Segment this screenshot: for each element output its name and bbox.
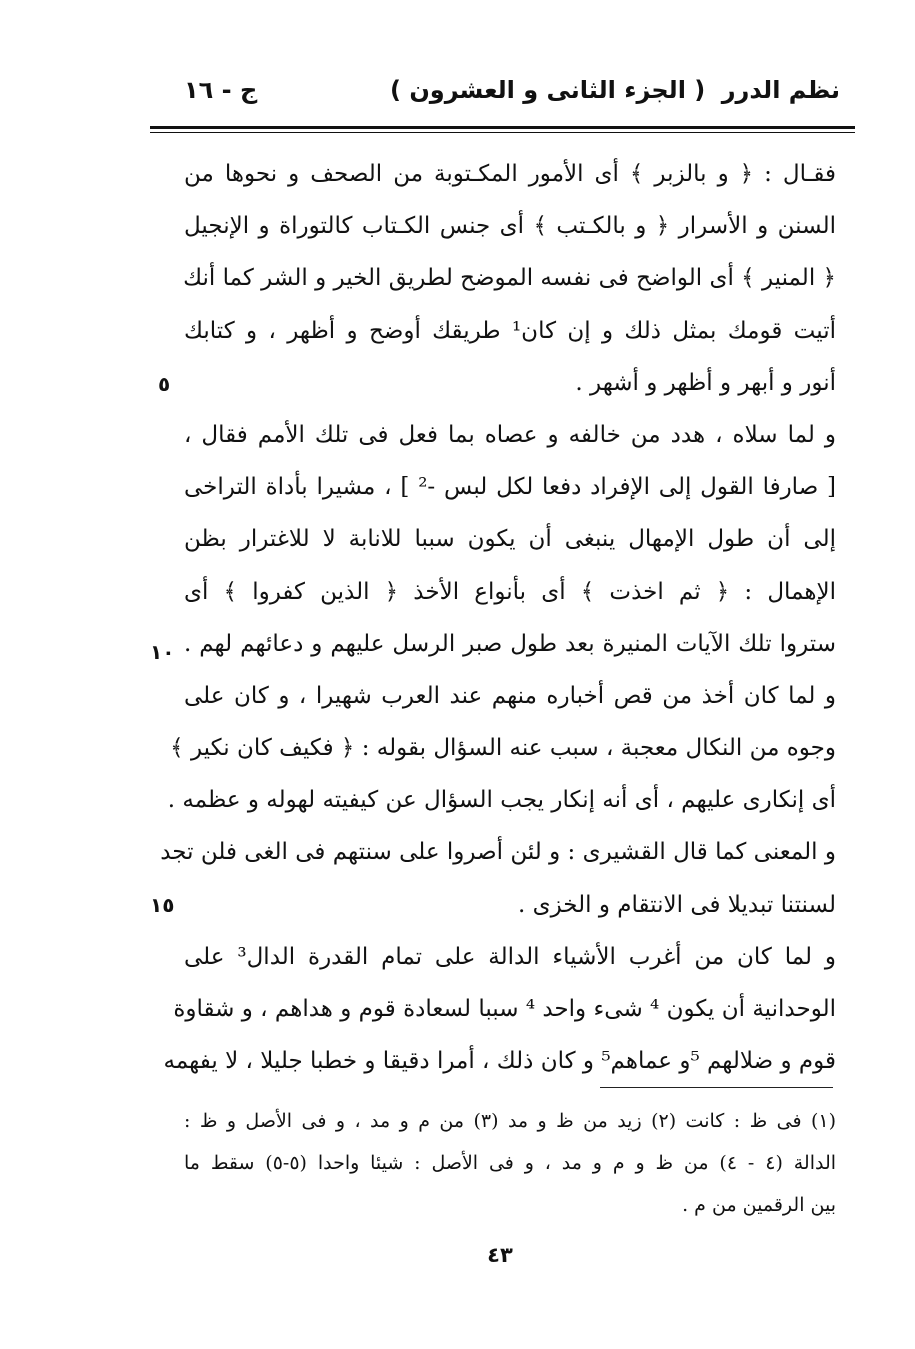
text-line: إلى أن طول الإمهال ينبغى أن يكون سببا للانابة لا للاغترار بظن xyxy=(184,526,836,553)
text-line: وجوه من النكال معجبة ، سبب عنه السؤال بقوله : ﴿ فكيف كان نكير ﴾ xyxy=(170,735,836,762)
text-line: أى إنكارى عليهم ، أى أنه إنكار يجب السؤال عن كيفيته لهوله و عظمه . xyxy=(167,787,836,814)
text-line: الوحدانية أن يكون ⁴ شىء واحد ⁴ سببا لسعادة قوم و هداهم ، و شقاوة xyxy=(173,996,836,1022)
juz-number: ج - ١٦ xyxy=(184,76,258,104)
footnote-line: بين الرقمين من م . xyxy=(682,1194,836,1216)
running-head xyxy=(170,76,840,116)
header-rule-thick xyxy=(150,126,855,129)
text-line: أتيت قومك بمثل ذلك و إن كان¹ طريقك أوضح و أظهر ، و كتابك xyxy=(184,317,836,344)
text-line: الإهمال : ﴿ ثم اخذت ﴾ أى بأنواع الأخذ ﴿ الذين كفروا ﴾ أى xyxy=(184,578,836,605)
footnote-line: (١) فى ظ : كانت (٢) زيد من ظ و مد (٣) من م و مد ، و فى الأصل و ظ : xyxy=(184,1110,837,1132)
footnotes xyxy=(184,1100,836,1226)
footnote-rule xyxy=(600,1087,833,1088)
text-line: و لما كان أخذ من قص أخباره منهم عند العرب شهيرا ، و كان على xyxy=(184,682,836,709)
text-line: لسنتنا تبديلا فى الانتقام و الخزى . xyxy=(517,891,836,918)
header-rule-thin xyxy=(150,132,855,133)
text-line: فقـال : ﴿ و بالزبر ﴾ أى الأمور المكـتوبة من الصحف و نحوها من xyxy=(184,161,836,187)
line-number-10: ١٠ xyxy=(150,640,175,664)
text-line: و لما كان من أغرب الأشياء الدالة على تمام القدرة الدال³ على xyxy=(184,943,836,970)
line-number-15: ١٥ xyxy=(150,893,175,917)
text-line: و المعنى كما قال القشيرى : و لئن أصروا على سنتهم فى الغى فلن تجد xyxy=(160,839,836,866)
text-line: قوم و ضلالهم ⁵و عماهم⁵ و كان ذلك ، أمرا دقيقا و خطبا جليلا ، لا يفهمه xyxy=(163,1048,836,1075)
footnote-line: الدالة (٤ - ٤) من ظ و م و مد ، و فى الأصل : شيئا واحدا (٥-٥) سقط ما xyxy=(184,1152,837,1174)
text-line: ﴿ المنير ﴾ أى الواضح فى نفسه الموضح لطريق الخير و الشر كما أنك xyxy=(183,265,836,292)
text-line: و لما سلاه ، هدد من خالفه و عصاه بما فعل فى تلك الأمم فقال ، xyxy=(184,421,836,448)
page-number: ٤٣ xyxy=(487,1243,513,1267)
text-line: أنور و أبهر و أظهر و أشهر . xyxy=(575,369,836,396)
part-label: ( الجزء الثانى و العشرون ) xyxy=(390,76,706,104)
book-title: نظم الدرر xyxy=(721,76,840,104)
text-line: [ صارفا القول إلى الإفراد دفعا لكل لبس -² ] ، مشيرا بأداة التراخى xyxy=(184,474,837,501)
line-number-5: ٥ xyxy=(158,372,171,396)
text-line: السنن و الأسرار ﴿ و بالكـتب ﴾ أى جنس الكـتاب كالتوراة و الإنجيل xyxy=(184,213,836,240)
text-line: ستروا تلك الآيات المنيرة بعد طول صبر الرسل عليهم و دعائهم لهم . xyxy=(184,630,836,657)
